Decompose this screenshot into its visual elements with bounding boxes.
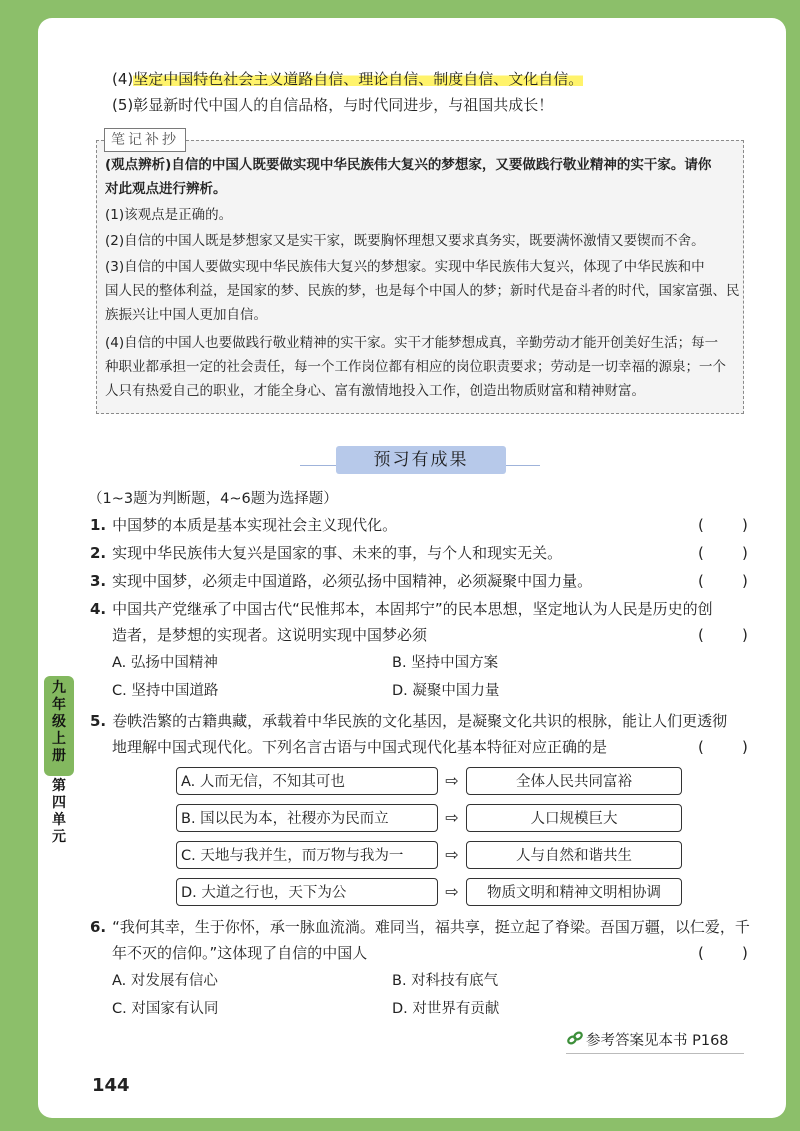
question-3 xyxy=(90,570,592,592)
question-text: 实现中华民族伟大复兴是国家的事、未来的事，与个人和现实无关。 xyxy=(112,544,563,562)
question-number: 2. xyxy=(90,544,107,562)
question-number: 1. xyxy=(90,516,107,534)
question-1 xyxy=(90,514,397,536)
notes-line: (4)自信的中国人也要做践行敬业精神的实干家。实干才能梦想成真，辛勤劳动才能开创美好生活；每一 xyxy=(105,335,719,351)
arrow-right-icon: ⇨ xyxy=(445,882,459,901)
question-number: 4. xyxy=(90,600,107,618)
notes-box xyxy=(96,140,744,414)
question-6 xyxy=(90,916,750,938)
option-a[interactable]: A. 弘扬中国精神 xyxy=(112,655,218,671)
answer-reference-underline xyxy=(566,1053,744,1054)
section-title: 预习有成果 xyxy=(336,446,506,474)
question-6-line2: 年不灭的信仰。”这体现了自信的中国人 xyxy=(112,944,368,962)
match-right-a: 全体人民共同富裕 xyxy=(466,767,682,795)
question-number: 3. xyxy=(90,572,107,590)
answer-blank[interactable]: ( ) xyxy=(698,626,748,644)
point-4 xyxy=(112,68,583,90)
question-text: “我何其幸，生于你怀，承一脉血流淌。难同当，福共享，挺立起了脊梁。吾国万疆，以仁爱，千 xyxy=(112,918,750,936)
answer-reference[interactable] xyxy=(567,1030,729,1052)
answer-blank[interactable]: ( ) xyxy=(698,544,748,562)
match-right-b: 人口规模巨大 xyxy=(466,804,682,832)
notes-title: 笔记补抄 xyxy=(104,128,186,152)
option-d[interactable]: D. 对世界有贡献 xyxy=(392,1001,500,1017)
question-4-line2: 造者，是梦想的实现者。这说明实现中国梦必须 xyxy=(112,626,428,644)
notes-line: 人只有热爱自己的职业，才能全身心、富有激情地投入工作，创造出物质财富和精神财富。 xyxy=(105,383,645,399)
option-b[interactable]: B. 对科技有底气 xyxy=(392,973,499,989)
arrow-right-icon: ⇨ xyxy=(445,771,459,790)
arrow-right-icon: ⇨ xyxy=(445,808,459,827)
option-c[interactable]: C. 对国家有认同 xyxy=(112,1001,219,1017)
notes-line: (观点辨析)自信的中国人既要做实现中华民族伟大复兴的梦想家，又要做践行敬业精神的实干家。请你 xyxy=(105,157,712,173)
point-5: (5)彰显新时代中国人的自信品格，与时代同进步，与祖国共成长！ xyxy=(112,96,554,114)
link-icon xyxy=(567,1030,583,1052)
side-tab-grade: 九年级上册 xyxy=(52,680,66,764)
question-number: 6. xyxy=(90,918,107,936)
match-right-d: 物质文明和精神文明相协调 xyxy=(466,878,682,906)
match-right-c: 人与自然和谐共生 xyxy=(466,841,682,869)
match-left-d: D. 大道之行也，天下为公 xyxy=(176,878,438,906)
question-number: 5. xyxy=(90,712,107,730)
option-a[interactable]: A. 对发展有信心 xyxy=(112,973,218,989)
notes-line: (2)自信的中国人既是梦想家又是实干家，既要胸怀理想又要求真务实，既要满怀激情又要锲而不舍。 xyxy=(105,233,705,249)
point-4-highlight: 坚定中国特色社会主义道路自信、理论自信、制度自信、文化自信。 xyxy=(133,70,584,88)
answer-blank[interactable]: ( ) xyxy=(698,572,748,590)
notes-line: 族振兴让中国人更加自信。 xyxy=(105,307,267,323)
option-c[interactable]: C. 坚持中国道路 xyxy=(112,683,219,699)
instructions: （1~3题为判断题，4~6题为选择题） xyxy=(88,491,338,507)
match-left-c: C. 天地与我并生，而万物与我为一 xyxy=(176,841,438,869)
answer-reference-text: 参考答案见本书 P168 xyxy=(586,1033,729,1049)
question-5 xyxy=(90,710,727,732)
question-2 xyxy=(90,542,562,564)
question-text: 中国共产党继承了中国古代“民惟邦本，本固邦宁”的民本思想，坚定地认为人民是历史的创 xyxy=(112,600,713,618)
match-left-b: B. 国以民为本，社稷亦为民而立 xyxy=(176,804,438,832)
question-text: 中国梦的本质是基本实现社会主义现代化。 xyxy=(112,516,398,534)
notes-line: 对此观点进行辨析。 xyxy=(105,181,227,197)
page-number: 144 xyxy=(92,1075,130,1096)
match-left-a: A. 人而无信，不知其可也 xyxy=(176,767,438,795)
option-b[interactable]: B. 坚持中国方案 xyxy=(392,655,499,671)
question-text: 实现中国梦，必须走中国道路，必须弘扬中国精神，必须凝聚中国力量。 xyxy=(112,572,593,590)
question-5-line2: 地理解中国式现代化。下列名言古语与中国式现代化基本特征对应正确的是 xyxy=(112,738,608,756)
notes-line: (3)自信的中国人要做实现中华民族伟大复兴的梦想家。实现中华民族伟大复兴，体现了中华民族和中 xyxy=(105,259,705,275)
question-text: 卷帙浩繁的古籍典藏，承载着中华民族的文化基因，是凝聚文化共识的根脉，能让人们更透彻 xyxy=(112,712,728,730)
notes-line: 国人民的整体利益，是国家的梦、民族的梦，也是每个中国人的梦；新时代是奋斗者的时代，国家富强、民 xyxy=(105,283,740,299)
option-d[interactable]: D. 凝聚中国力量 xyxy=(392,683,500,699)
answer-blank[interactable]: ( ) xyxy=(698,944,748,962)
answer-blank[interactable]: ( ) xyxy=(698,738,748,756)
notes-line: 种职业都承担一定的社会责任，每一个工作岗位都有相应的岗位职责要求；劳动是一切幸福的源泉；一个 xyxy=(105,359,726,375)
arrow-right-icon: ⇨ xyxy=(445,845,459,864)
side-tab-unit: 第四单元 xyxy=(52,778,66,845)
question-4 xyxy=(90,598,713,620)
notes-line: (1)该观点是正确的。 xyxy=(105,207,233,223)
answer-blank[interactable]: ( ) xyxy=(698,516,748,534)
point-4-prefix: (4) xyxy=(112,70,134,88)
